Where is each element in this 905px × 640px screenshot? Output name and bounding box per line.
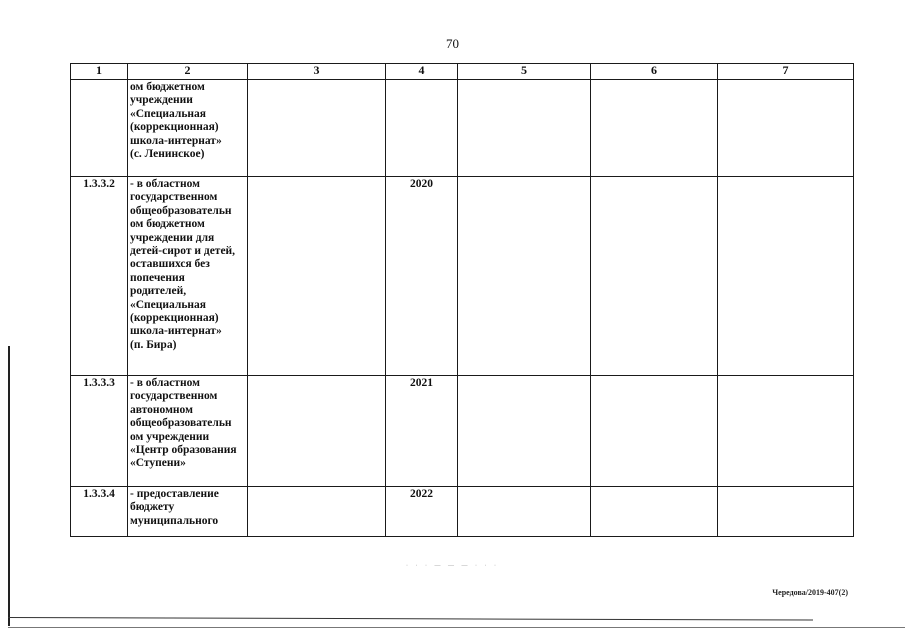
- table-cell: [458, 376, 591, 487]
- year-cell: 2021: [386, 376, 458, 487]
- page-number: 70: [446, 36, 459, 51]
- table-cell: [248, 177, 386, 376]
- table-row: [71, 376, 854, 487]
- scan-edge-line: [8, 617, 813, 621]
- column-header: 6: [591, 64, 718, 80]
- measure-name-cell: - в областном государственном общеобразовательн ом бюджетном учреждении для детей-сирот и детей, оставшихся без попечения родителей, «Специальная (коррекционная) школа-интернат» (п. Бира): [128, 177, 248, 376]
- table-cell: [718, 177, 854, 376]
- scan-edge-line: [8, 627, 905, 628]
- year-cell: 2020: [386, 177, 458, 376]
- row-number-cell: 1.3.3.3: [71, 376, 128, 487]
- column-header: 3: [248, 64, 386, 80]
- table-row: [71, 177, 854, 376]
- table-cell: [458, 487, 591, 537]
- row-number-cell: 1.3.3.2: [71, 177, 128, 376]
- table-cell: [591, 177, 718, 376]
- table-row: [71, 487, 854, 537]
- row-number-cell: [71, 80, 128, 177]
- row-number-cell: 1.3.3.4: [71, 487, 128, 537]
- column-header: 5: [458, 64, 591, 80]
- table-cell: [248, 487, 386, 537]
- measure-name-cell: - предоставление бюджету муниципального: [128, 487, 248, 537]
- column-header: 7: [718, 64, 854, 80]
- measure-name-cell: - в областном государственном автономном общеобразовательн ом учреждении «Центр образования «Ступени»: [128, 376, 248, 487]
- table-cell: [458, 177, 591, 376]
- table-cell: [458, 80, 591, 177]
- measure-name-cell: ом бюджетном учреждении «Специальная (коррекционная) школа-интернат» (с. Ленинское): [128, 80, 248, 177]
- column-header: 2: [128, 64, 248, 80]
- document-code: Чередова/2019-407(2): [772, 588, 848, 597]
- table-header-row: [71, 64, 854, 80]
- column-header: 4: [386, 64, 458, 80]
- table-cell: [718, 376, 854, 487]
- table-cell: [591, 487, 718, 537]
- table-cell: [591, 376, 718, 487]
- table-cell: [248, 376, 386, 487]
- table-cell: [248, 80, 386, 177]
- table-cell: [591, 80, 718, 177]
- year-cell: 2022: [386, 487, 458, 537]
- table-row: [71, 80, 854, 177]
- program-table: [70, 63, 854, 537]
- table-cell: [718, 80, 854, 177]
- column-header: 1: [71, 64, 128, 80]
- table-cell: [718, 487, 854, 537]
- scan-edge-line: [8, 346, 10, 626]
- scan-artifact: · · · — — — · · ·: [406, 563, 499, 569]
- year-cell: [386, 80, 458, 177]
